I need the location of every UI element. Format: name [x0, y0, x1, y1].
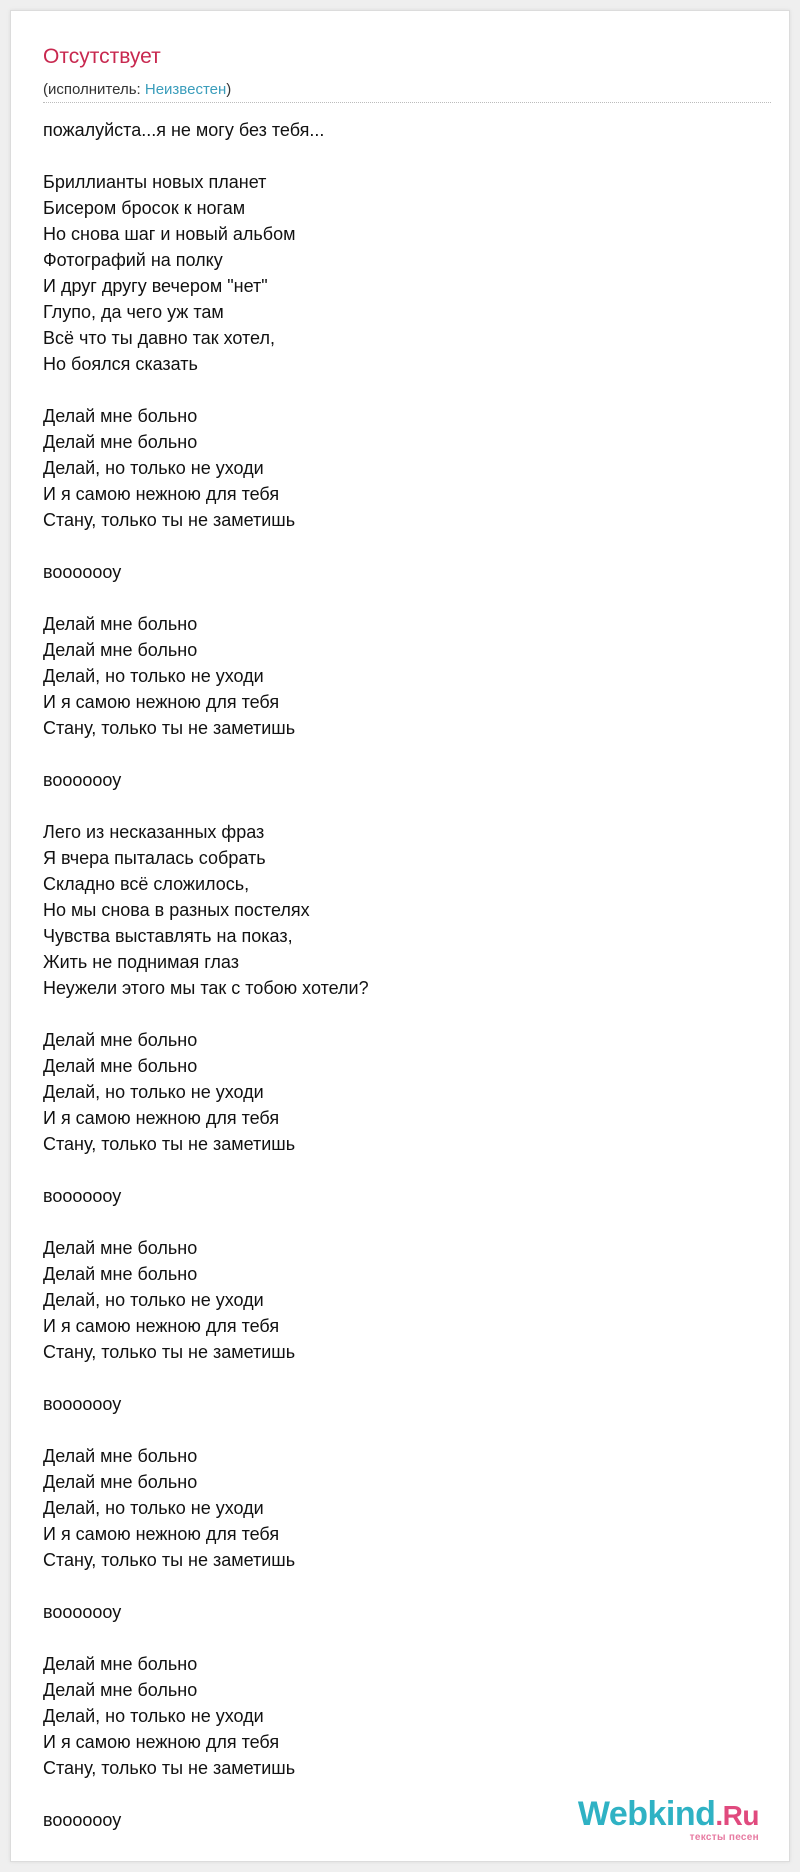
lyric-line: [43, 741, 369, 767]
lyric-line: И друг другу вечером "нет": [43, 276, 268, 296]
lyrics-text: [43, 117, 369, 1833]
lyric-line: И я самою нежною для тебя: [43, 1108, 280, 1128]
lyric-line: вооооооу: [43, 1810, 122, 1830]
lyric-line: [43, 377, 369, 403]
lyric-line: [43, 1209, 369, 1235]
lyric-line: Делай мне больно: [43, 1472, 198, 1492]
logo-domain: .Ru: [715, 1800, 759, 1831]
lyric-line: Делай мне больно: [43, 1680, 198, 1700]
lyric-line: вооооооу: [43, 770, 122, 790]
lyric-line: Стану, только ты не заметишь: [43, 1550, 296, 1570]
lyric-line: [43, 1781, 369, 1807]
lyric-line: пожалуйста...я не могу без тебя...: [43, 120, 325, 140]
lyric-line: Глупо, да чего уж там: [43, 302, 224, 322]
artist-line: [43, 81, 231, 99]
lyric-line: [43, 1573, 369, 1599]
lyric-line: [43, 143, 369, 169]
lyric-line: Делай мне больно: [43, 640, 198, 660]
lyric-line: Делай мне больно: [43, 1264, 198, 1284]
lyric-line: Всё что ты давно так хотел,: [43, 328, 275, 348]
lyric-line: Чувства выставлять на показ,: [43, 926, 293, 946]
lyric-line: Делай мне больно: [43, 1654, 198, 1674]
lyric-line: [43, 585, 369, 611]
lyric-line: Делай мне больно: [43, 1030, 198, 1050]
lyric-line: [43, 1001, 369, 1027]
lyric-line: Делай мне больно: [43, 432, 198, 452]
lyric-line: [43, 1365, 369, 1391]
lyric-line: И я самою нежною для тебя: [43, 484, 280, 504]
lyric-line: Делай, но только не уходи: [43, 1498, 264, 1518]
logo-brand: [578, 1797, 759, 1833]
logo-tagline: тексты песен: [689, 1832, 759, 1843]
lyric-line: И я самою нежною для тебя: [43, 1732, 280, 1752]
artist-suffix: ): [226, 81, 232, 98]
site-logo[interactable]: [578, 1797, 759, 1843]
lyric-line: Делай мне больно: [43, 1446, 198, 1466]
lyric-line: Стану, только ты не заметишь: [43, 1134, 296, 1154]
lyric-line: Жить не поднимая глаз: [43, 952, 239, 972]
lyric-line: вооооооу: [43, 562, 122, 582]
lyric-line: Бриллианты новых планет: [43, 172, 267, 192]
lyric-line: [43, 793, 369, 819]
artist-prefix: (исполнитель:: [43, 81, 145, 98]
lyric-line: вооооооу: [43, 1394, 122, 1414]
lyric-line: И я самою нежною для тебя: [43, 1316, 280, 1336]
lyric-line: Делай, но только не уходи: [43, 458, 264, 478]
lyric-line: Стану, только ты не заметишь: [43, 1342, 296, 1362]
lyric-line: [43, 1157, 369, 1183]
lyric-line: И я самою нежною для тебя: [43, 1524, 280, 1544]
lyric-line: Но снова шаг и новый альбом: [43, 224, 296, 244]
lyric-line: Делай мне больно: [43, 1056, 198, 1076]
lyric-line: Лего из несказанных фраз: [43, 822, 265, 842]
lyric-line: вооооооу: [43, 1602, 122, 1622]
song-title: Отсутствует: [43, 45, 161, 68]
artist-link[interactable]: Неизвестен: [144, 81, 227, 98]
lyric-line: Неужели этого мы так с тобою хотели?: [43, 978, 369, 998]
lyric-line: [43, 1417, 369, 1443]
lyric-line: Делай, но только не уходи: [43, 1082, 264, 1102]
divider: [43, 102, 771, 103]
lyric-line: Делай мне больно: [43, 614, 198, 634]
lyric-line: Стану, только ты не заметишь: [43, 510, 296, 530]
lyrics-card: [10, 10, 790, 1862]
lyric-line: вооооооу: [43, 1186, 122, 1206]
lyric-line: Я вчера пыталась собрать: [43, 848, 266, 868]
lyric-line: Но боялся сказать: [43, 354, 198, 374]
lyric-line: Делай, но только не уходи: [43, 666, 264, 686]
lyric-line: Складно всё сложилось,: [43, 874, 250, 894]
lyric-line: Делай, но только не уходи: [43, 1290, 264, 1310]
logo-brand-name: Webkind: [577, 1795, 716, 1833]
lyric-line: Бисером бросок к ногам: [43, 198, 246, 218]
lyric-line: Стану, только ты не заметишь: [43, 1758, 296, 1778]
lyric-line: [43, 533, 369, 559]
lyric-line: Но мы снова в разных постелях: [43, 900, 310, 920]
lyric-line: Делай мне больно: [43, 406, 198, 426]
lyric-line: Делай мне больно: [43, 1238, 198, 1258]
lyric-line: Фотографий на полку: [43, 250, 223, 270]
lyric-line: Стану, только ты не заметишь: [43, 718, 296, 738]
lyric-line: И я самою нежною для тебя: [43, 692, 280, 712]
lyric-line: Делай, но только не уходи: [43, 1706, 264, 1726]
lyric-line: [43, 1625, 369, 1651]
